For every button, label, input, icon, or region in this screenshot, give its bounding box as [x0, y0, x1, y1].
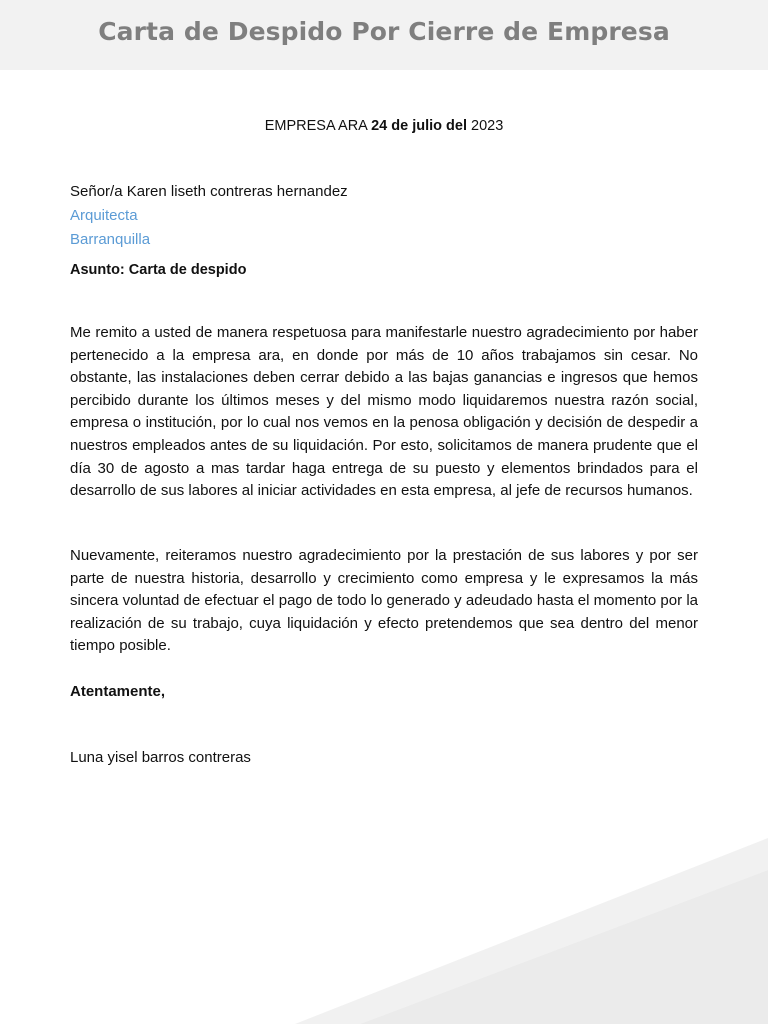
- recipient-name: Señor/a Karen liseth contreras hernandez: [70, 183, 348, 200]
- document-title: Carta de Despido Por Cierre de Empresa: [98, 16, 670, 46]
- closing: Atentamente,: [70, 683, 166, 700]
- body-paragraph-2: Nuevamente, reiteramos nuestro agradecimiento por la prestación de sus labores y por ser parte de nuestra historia, desarrollo y crecimiento como empresa y le expresamos la más sincera voluntad de efectuar el pago de todo lo generado y adeudado hasta el momento por la realización de su trabajo, cuya liquidación y efecto pretendemos que sea dentro del menor tiempo posible.: [70, 547, 698, 655]
- body-paragraph-1: Me remito a usted de manera respetuosa para manifestarle nuestro agradecimiento por haber pertenecido a la empresa ara, en donde por más de 10 años trabajamos sin cesar. No obstante, las instalaciones deben cerrar debido a las bajas ganancias e ingresos que hemos percibido durante los últimos meses y del mismo modo liquidaremos nuestra razón social, empresa o institución, por lo cual nos vemos en la penosa obligación y decisión de despedir a nuestros empleados antes de su liquidación. Por esto, solicitamos de manera prudente que el día 30 de agosto a mas tardar haga entrega de su puesto y elementos brindados para el desarrollo de sus labores al iniciar actividades en esta empresa, al jefe de recursos humanos.: [70, 324, 698, 500]
- dateline-date: 24 de julio del: [371, 118, 467, 134]
- recipient-block: [70, 180, 348, 252]
- signer-name: Luna yisel barros contreras: [70, 749, 251, 766]
- decor-stripe-light: [295, 838, 768, 1024]
- dateline-company: EMPRESA ARA: [264, 118, 372, 134]
- recipient-city: Barranquilla: [70, 231, 151, 248]
- header-band: [0, 0, 768, 70]
- dateline-year: 2023: [466, 118, 504, 134]
- decor-stripe-dark: [360, 870, 768, 1024]
- dateline: [0, 116, 768, 136]
- recipient-position: Arquitecta: [70, 207, 138, 224]
- subject-line: Asunto: Carta de despido: [70, 262, 247, 278]
